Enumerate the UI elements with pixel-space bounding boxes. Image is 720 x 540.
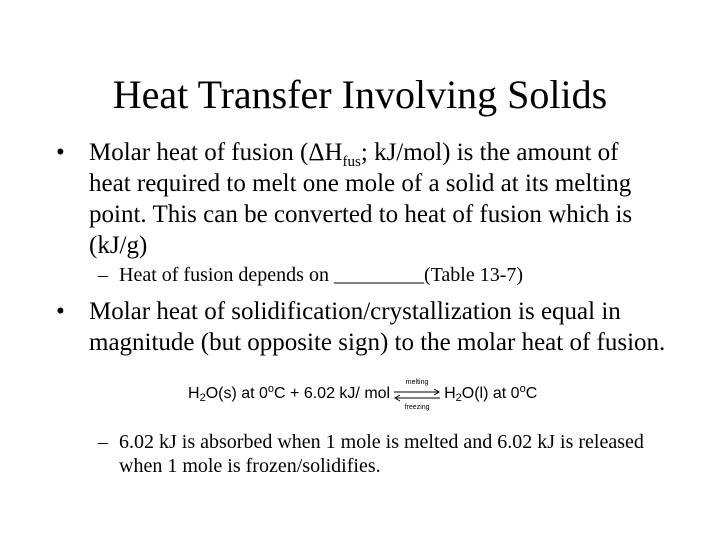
sub-bullet-heat-of-fusion (98, 263, 658, 287)
bullet-text (89, 137, 666, 261)
bullet-marker: • (56, 298, 65, 325)
eq-left-tail: C + 6.02 kJ/ mol (274, 385, 391, 402)
eq-degree-2: o (519, 383, 526, 395)
bullet-text: Molar heat of solidification/crystallization is equal in magnitude (but opposite sign) to the molar heat of fusion. (89, 298, 666, 356)
sub-bullet-marker: – (98, 431, 108, 453)
fus-subscript: fus (342, 154, 361, 170)
eq-left-sub: 2 (199, 392, 206, 404)
sub-bullet-text: Heat of fusion depends on _________(Table 13-7) (119, 264, 524, 286)
bullet-molar-heat-of-fusion (56, 137, 666, 261)
delta-h-symbol: ΔH (308, 139, 343, 166)
eq-right-tail: C (525, 385, 538, 402)
sub-bullet-energy-absorbed (98, 430, 658, 478)
bullet-marker: • (56, 139, 65, 166)
sub-bullet-marker: – (98, 264, 108, 286)
bullet-text-pre: Molar heat of fusion ( (89, 139, 309, 166)
sub-bullet-text: 6.02 kJ is absorbed when 1 mole is melted and 6.02 kJ is released when 1 mole is frozen/solidifies. (119, 431, 644, 477)
eq-degree-1: o (267, 383, 275, 395)
eq-right-h: H (444, 385, 456, 402)
phase-change-equation (188, 379, 538, 411)
eq-right-sub: 2 (455, 392, 462, 404)
equilibrium-arrow-icon (392, 388, 442, 402)
bullet-molar-heat-of-solidification (56, 296, 666, 358)
eq-left-rest: O(s) at 0 (205, 385, 268, 402)
arrow-label-freezing: freezing (404, 404, 430, 411)
slide-title: Heat Transfer Involving Solids (112, 72, 608, 117)
arrow-label-melting: melting (405, 379, 429, 386)
eq-right-rest: O(l) at 0 (461, 385, 520, 402)
equilibrium-arrows (392, 379, 442, 411)
eq-left-h: H (188, 385, 200, 402)
bullet-text-post: ; kJ/mol) is the amount of heat required to melt one mole of a solid at its melting point. This can be converted to heat of fusion which is (kJ/g) (89, 139, 633, 259)
